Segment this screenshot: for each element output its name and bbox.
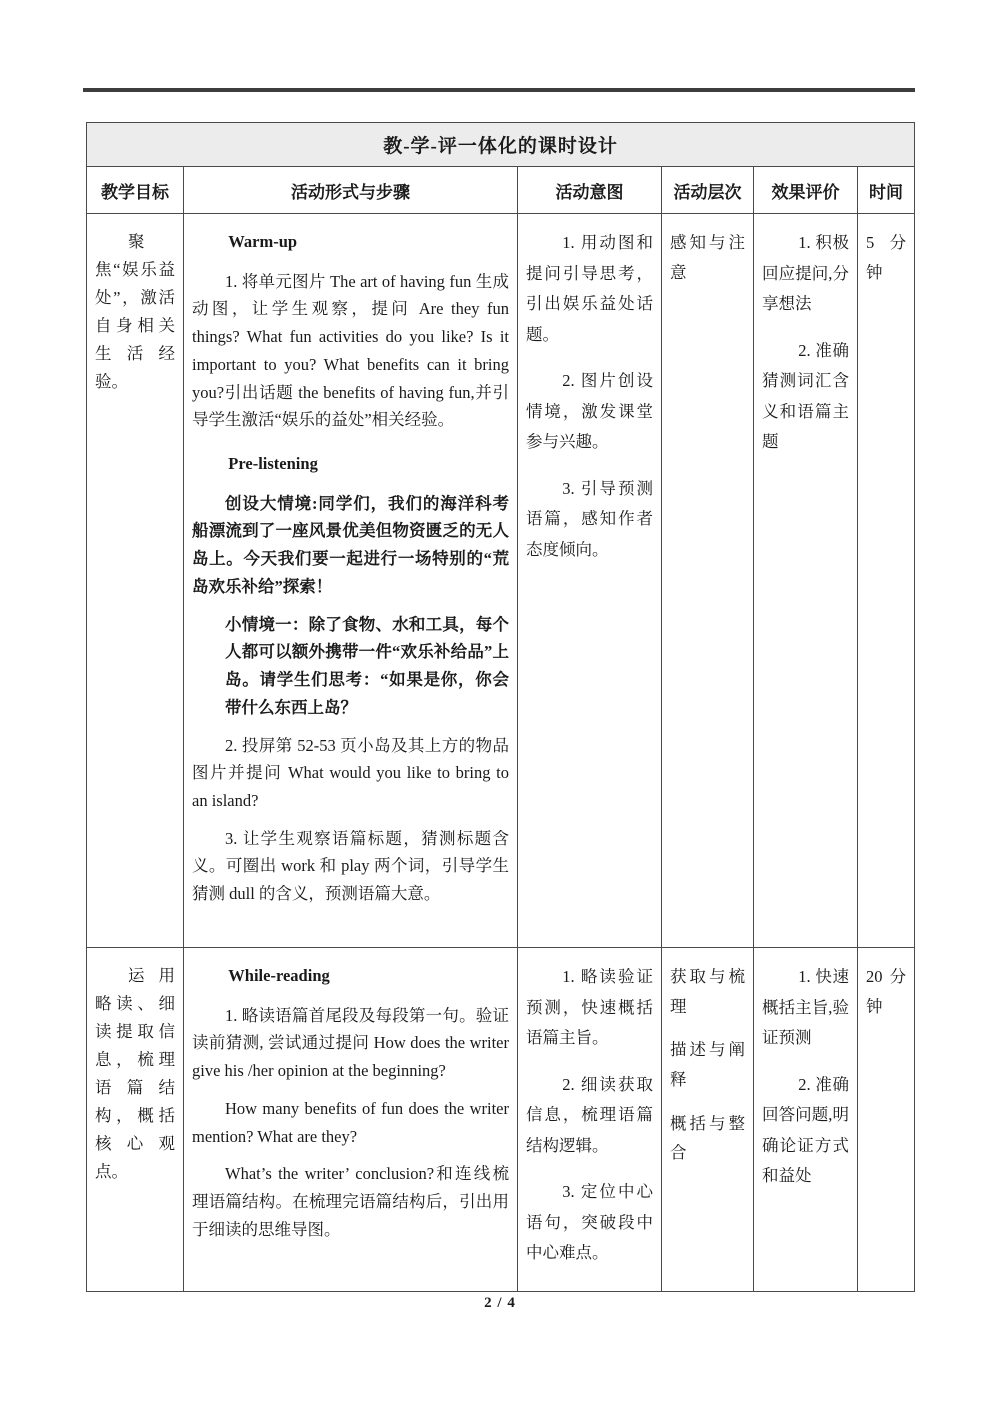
level-item: 描述与阐释: [670, 1040, 745, 1090]
objective-text-2: 运用略读、细读提取信息，梳理语篇结构，概括核心观点。: [95, 966, 175, 1182]
while-reading-step-1: 1. 略读语篇首尾段及每段第一句。验证读前猜测, 尝试通过提问 How does the writer give his /her opinion at the beginning?: [192, 1005, 509, 1081]
prelistening-context: 创设大情境:同学们，我们的海洋科考船漂流到了一座风景优美但物资匮乏的无人岛上。今天我们要一起进行一场特别的“荒岛欢乐补给”探索！: [192, 493, 509, 596]
objective-cell-2: [87, 948, 184, 1292]
lesson-plan-table: [86, 122, 915, 1292]
level-item: 感知与注意: [670, 233, 745, 282]
page-number: 2 / 4: [484, 1295, 516, 1311]
while-reading-heading: While-reading: [228, 966, 330, 985]
warmup-step-1: 1. 将单元图片 The art of having fun 生成动图，让学生观察，提问 Are they fun things? What fun activities do you like? Is it important to you? What benefits can it bring you?引出话题 the benefits of having fun,并引导学生激活“娱乐的益处”相关经验。: [192, 271, 509, 430]
while-reading-question-3: What’s the writer’ conclusion?和连线梳理语篇结构。在梳理完语篇结构后，引出用于细读的思维导图。: [192, 1164, 509, 1239]
level-cell-2: [662, 948, 754, 1292]
time-value-2: 20 分钟: [866, 967, 907, 1016]
col-header-level: 活动层次: [662, 167, 754, 214]
prelistening-heading: Pre-listening: [228, 454, 318, 474]
level-item: 概括与整合: [670, 1113, 745, 1163]
while-reading-question-2: How many benefits of fun does the writer mention? What are they?: [192, 1098, 509, 1146]
intent-item: 1. 略读验证预测，快速概括语篇主旨。: [526, 967, 653, 1048]
table-title-row: [87, 123, 915, 167]
steps-cell-1: [184, 214, 518, 948]
evaluation-cell-1: [754, 214, 858, 948]
header-rule: [83, 88, 915, 92]
table-title: 教-学-评一体化的课时设计: [87, 123, 915, 167]
evaluation-cell-2: [754, 948, 858, 1292]
evaluation-item: 2. 准确回答问题,明确论证方式和益处: [762, 1074, 849, 1186]
intent-cell-2: [518, 948, 662, 1292]
intent-item: 1. 用动图和提问引导思考，引出娱乐益处话题。: [526, 233, 653, 344]
evaluation-item: 2. 准确猜测词汇含义和语篇主题: [762, 340, 849, 452]
time-cell-2: [858, 948, 915, 1292]
col-header-evaluation: 效果评价: [754, 167, 858, 214]
steps-cell-2: [184, 948, 518, 1292]
intent-item: 3. 定位中心语句，突破段中中心难点。: [526, 1182, 653, 1263]
evaluation-item: 1. 积极回应提问,分享想法: [762, 233, 849, 314]
level-item: 获取与梳理: [670, 967, 745, 1016]
intent-cell-1: [518, 214, 662, 948]
evaluation-item: 1. 快速概括主旨,验证预测: [762, 967, 849, 1048]
col-header-steps: 活动形式与步骤: [184, 167, 518, 214]
prelistening-step-3: 3. 让学生观察语篇标题，猜测标题含义。可圈出 work 和 play 两个词，引导学生猜测 dull 的含义，预测语篇大意。: [192, 828, 509, 904]
intent-item: 2. 图片创设情境，激发课堂参与兴趣。: [526, 371, 653, 452]
time-cell-1: [858, 214, 915, 948]
prelistening-scenario-1: 小情境一：除了食物、水和工具，每个人都可以额外携带一件“欢乐补给品”上岛。请学生们思考：“如果是你，你会带什么东西上岛？: [225, 614, 509, 717]
table-header-row: [87, 167, 915, 214]
table-row-warmup-prelistening: [87, 214, 915, 948]
table-row-while-reading: [87, 948, 915, 1292]
level-cell-1: [662, 214, 754, 948]
intent-item: 2. 细读获取信息，梳理语篇结构逻辑。: [526, 1074, 653, 1155]
intent-item: 3. 引导预测语篇，感知作者态度倾向。: [526, 478, 653, 559]
objective-cell-1: [87, 214, 184, 948]
col-header-intent: 活动意图: [518, 167, 662, 214]
col-header-objective: 教学目标: [87, 167, 184, 214]
time-value-1: 5 分钟: [866, 233, 907, 282]
warmup-heading: Warm-up: [228, 232, 298, 251]
prelistening-step-2: 2. 投屏第 52-53 页小岛及其上方的物品图片并提问 What would you like to bring to an island?: [192, 735, 509, 810]
objective-text-1: 聚焦“娱乐益处”，激活自身相关生活经验。: [95, 232, 175, 392]
col-header-time: 时间: [858, 167, 915, 214]
